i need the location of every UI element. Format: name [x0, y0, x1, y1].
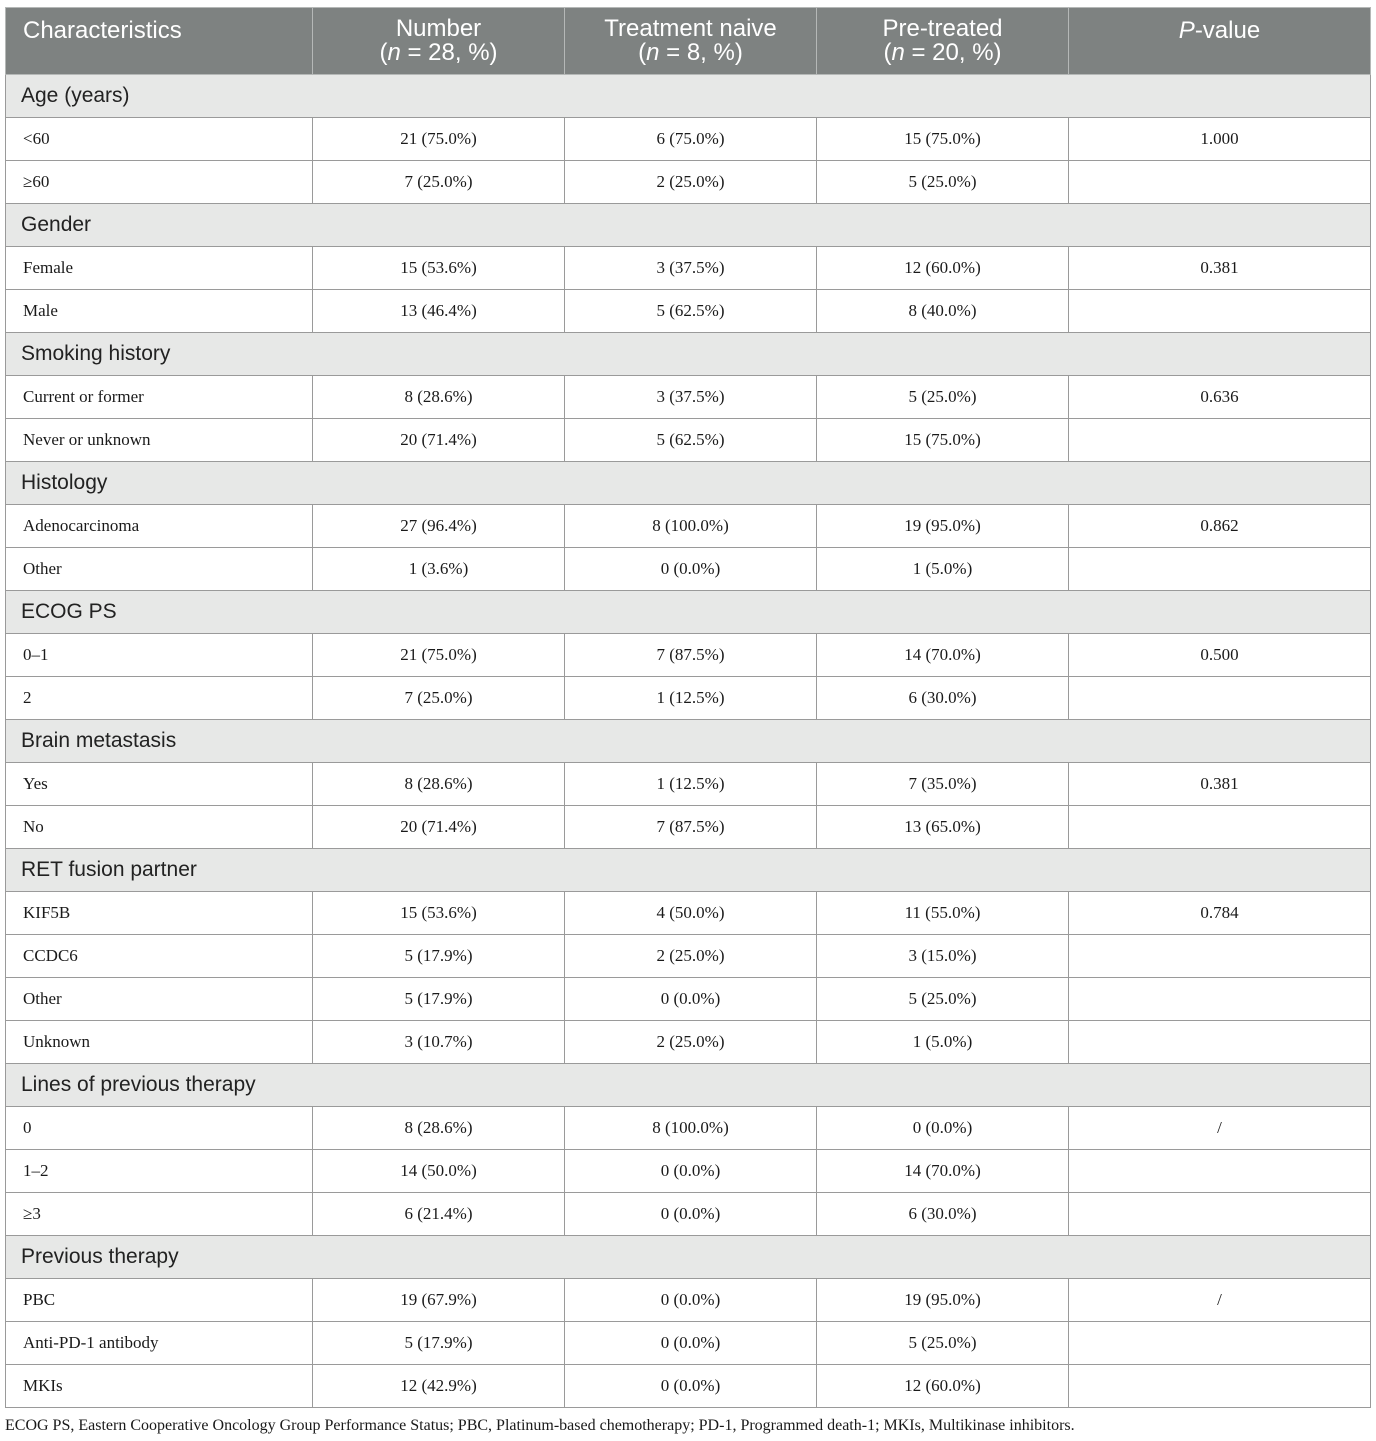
cell-number: 7 (25.0%) — [313, 677, 565, 720]
cell-number: 5 (17.9%) — [313, 978, 565, 1021]
header-number — [313, 8, 565, 75]
cell-label: Never or unknown — [6, 419, 313, 462]
section-title: ECOG PS — [6, 591, 1371, 634]
cell-pretreated: 5 (25.0%) — [817, 376, 1069, 419]
cell-pvalue: 0.381 — [1069, 763, 1371, 806]
cell-pvalue: 0.381 — [1069, 247, 1371, 290]
section-row — [6, 720, 1371, 763]
cell-pretreated: 0 (0.0%) — [817, 1107, 1069, 1150]
cell-label: KIF5B — [6, 892, 313, 935]
cell-number: 21 (75.0%) — [313, 634, 565, 677]
cell-pretreated: 5 (25.0%) — [817, 161, 1069, 204]
section-row — [6, 204, 1371, 247]
table-row — [6, 1150, 1371, 1193]
table-row — [6, 677, 1371, 720]
table-row — [6, 978, 1371, 1021]
cell-naive: 4 (50.0%) — [565, 892, 817, 935]
cell-naive: 0 (0.0%) — [565, 1150, 817, 1193]
cell-label: <60 — [6, 118, 313, 161]
cell-number: 1 (3.6%) — [313, 548, 565, 591]
cell-pvalue — [1069, 935, 1371, 978]
cell-pvalue — [1069, 419, 1371, 462]
cell-pvalue — [1069, 1021, 1371, 1064]
section-row — [6, 1236, 1371, 1279]
header-pre-treated — [817, 8, 1069, 75]
cell-pvalue — [1069, 1322, 1371, 1365]
cell-label: 0–1 — [6, 634, 313, 677]
cell-pvalue — [1069, 806, 1371, 849]
cell-naive: 5 (62.5%) — [565, 419, 817, 462]
cell-label: CCDC6 — [6, 935, 313, 978]
cell-label: Male — [6, 290, 313, 333]
cell-pretreated: 6 (30.0%) — [817, 1193, 1069, 1236]
table-row — [6, 806, 1371, 849]
table-row — [6, 1107, 1371, 1150]
cell-pvalue — [1069, 548, 1371, 591]
cell-naive: 0 (0.0%) — [565, 548, 817, 591]
cell-number: 21 (75.0%) — [313, 118, 565, 161]
cell-pretreated: 15 (75.0%) — [817, 118, 1069, 161]
cell-pretreated: 5 (25.0%) — [817, 1322, 1069, 1365]
cell-pretreated: 3 (15.0%) — [817, 935, 1069, 978]
cell-label: Unknown — [6, 1021, 313, 1064]
cell-number: 15 (53.6%) — [313, 247, 565, 290]
header-treatment-naive — [565, 8, 817, 75]
header-number-label: Number — [395, 15, 482, 42]
cell-pvalue — [1069, 978, 1371, 1021]
cell-pvalue: 0.636 — [1069, 376, 1371, 419]
cell-pretreated: 8 (40.0%) — [817, 290, 1069, 333]
section-title: Gender — [6, 204, 1371, 247]
cell-naive: 2 (25.0%) — [565, 1021, 817, 1064]
section-row — [6, 462, 1371, 505]
cell-pretreated: 5 (25.0%) — [817, 978, 1069, 1021]
cell-naive: 2 (25.0%) — [565, 935, 817, 978]
cell-label: 0 — [6, 1107, 313, 1150]
cell-number: 20 (71.4%) — [313, 806, 565, 849]
cell-naive: 3 (37.5%) — [565, 247, 817, 290]
section-title: Previous therapy — [6, 1236, 1371, 1279]
header-p-value: P-value — [1069, 8, 1371, 75]
cell-label: Adenocarcinoma — [6, 505, 313, 548]
cell-pretreated: 1 (5.0%) — [817, 1021, 1069, 1064]
cell-label: Female — [6, 247, 313, 290]
characteristics-table — [5, 7, 1371, 1408]
cell-pretreated: 14 (70.0%) — [817, 1150, 1069, 1193]
cell-pvalue — [1069, 161, 1371, 204]
table-row — [6, 935, 1371, 978]
cell-pvalue: / — [1069, 1107, 1371, 1150]
cell-pvalue — [1069, 677, 1371, 720]
cell-label: 1–2 — [6, 1150, 313, 1193]
cell-pvalue: 0.500 — [1069, 634, 1371, 677]
cell-pvalue — [1069, 1365, 1371, 1408]
cell-naive: 0 (0.0%) — [565, 1193, 817, 1236]
cell-number: 8 (28.6%) — [313, 1107, 565, 1150]
table-row — [6, 763, 1371, 806]
cell-label: Anti-PD-1 antibody — [6, 1322, 313, 1365]
section-title: Lines of previous therapy — [6, 1064, 1371, 1107]
cell-naive: 0 (0.0%) — [565, 978, 817, 1021]
cell-naive: 7 (87.5%) — [565, 806, 817, 849]
cell-label: No — [6, 806, 313, 849]
header-pretreated-label: Pre-treated — [882, 15, 1003, 42]
cell-number: 12 (42.9%) — [313, 1365, 565, 1408]
cell-number: 7 (25.0%) — [313, 161, 565, 204]
cell-pretreated: 12 (60.0%) — [817, 1365, 1069, 1408]
section-title: RET fusion partner — [6, 849, 1371, 892]
cell-number: 6 (21.4%) — [313, 1193, 565, 1236]
cell-pvalue: 0.784 — [1069, 892, 1371, 935]
cell-pvalue — [1069, 1193, 1371, 1236]
table-row — [6, 1021, 1371, 1064]
cell-number: 8 (28.6%) — [313, 376, 565, 419]
cell-label: 2 — [6, 677, 313, 720]
table-row — [6, 1193, 1371, 1236]
section-row — [6, 75, 1371, 118]
cell-number: 20 (71.4%) — [313, 419, 565, 462]
cell-pretreated: 14 (70.0%) — [817, 634, 1069, 677]
cell-naive: 1 (12.5%) — [565, 677, 817, 720]
cell-label: ≥3 — [6, 1193, 313, 1236]
table-row — [6, 548, 1371, 591]
cell-label: Other — [6, 548, 313, 591]
section-title: Age (years) — [6, 75, 1371, 118]
cell-naive: 8 (100.0%) — [565, 505, 817, 548]
cell-number: 27 (96.4%) — [313, 505, 565, 548]
cell-number: 19 (67.9%) — [313, 1279, 565, 1322]
table-row — [6, 376, 1371, 419]
table-row — [6, 1322, 1371, 1365]
table-row — [6, 419, 1371, 462]
cell-label: Other — [6, 978, 313, 1021]
section-title: Smoking history — [6, 333, 1371, 376]
section-row — [6, 1064, 1371, 1107]
section-row — [6, 333, 1371, 376]
table-row — [6, 247, 1371, 290]
cell-label: Current or former — [6, 376, 313, 419]
section-row — [6, 591, 1371, 634]
cell-pretreated: 7 (35.0%) — [817, 763, 1069, 806]
cell-pretreated: 12 (60.0%) — [817, 247, 1069, 290]
header-naive-n: (n = 8, %) — [638, 39, 743, 66]
cell-number: 5 (17.9%) — [313, 1322, 565, 1365]
table-body — [6, 75, 1371, 1408]
cell-pvalue: 1.000 — [1069, 118, 1371, 161]
cell-pretreated: 1 (5.0%) — [817, 548, 1069, 591]
cell-naive: 0 (0.0%) — [565, 1322, 817, 1365]
cell-pretreated: 19 (95.0%) — [817, 1279, 1069, 1322]
table-row — [6, 634, 1371, 677]
cell-label: Yes — [6, 763, 313, 806]
cell-label: ≥60 — [6, 161, 313, 204]
cell-naive: 1 (12.5%) — [565, 763, 817, 806]
cell-pvalue — [1069, 1150, 1371, 1193]
table-row — [6, 892, 1371, 935]
table-footnote: ECOG PS, Eastern Cooperative Oncology Group Performance Status; PBC, Platinum-based chemotherapy; PD-1, Programmed death-1; MKIs, Multikinase inhibitors. — [5, 1417, 1075, 1434]
cell-naive: 0 (0.0%) — [565, 1279, 817, 1322]
header-naive-label: Treatment naive — [604, 15, 777, 42]
cell-pvalue — [1069, 290, 1371, 333]
cell-pretreated: 15 (75.0%) — [817, 419, 1069, 462]
table-row — [6, 505, 1371, 548]
cell-naive: 8 (100.0%) — [565, 1107, 817, 1150]
header-number-n: (n = 28, %) — [379, 39, 498, 66]
cell-label: PBC — [6, 1279, 313, 1322]
cell-naive: 3 (37.5%) — [565, 376, 817, 419]
table-row — [6, 118, 1371, 161]
table-row — [6, 161, 1371, 204]
cell-naive: 5 (62.5%) — [565, 290, 817, 333]
cell-naive: 7 (87.5%) — [565, 634, 817, 677]
section-title: Brain metastasis — [6, 720, 1371, 763]
cell-naive: 2 (25.0%) — [565, 161, 817, 204]
cell-naive: 6 (75.0%) — [565, 118, 817, 161]
cell-pretreated: 11 (55.0%) — [817, 892, 1069, 935]
cell-pretreated: 6 (30.0%) — [817, 677, 1069, 720]
header-pretreated-n: (n = 20, %) — [883, 39, 1002, 66]
cell-naive: 0 (0.0%) — [565, 1365, 817, 1408]
cell-number: 3 (10.7%) — [313, 1021, 565, 1064]
header-characteristics: Characteristics — [6, 8, 313, 75]
cell-number: 14 (50.0%) — [313, 1150, 565, 1193]
table-row — [6, 290, 1371, 333]
cell-pretreated: 13 (65.0%) — [817, 806, 1069, 849]
cell-label: MKIs — [6, 1365, 313, 1408]
section-row — [6, 849, 1371, 892]
table-header — [6, 8, 1371, 75]
cell-number: 8 (28.6%) — [313, 763, 565, 806]
cell-pretreated: 19 (95.0%) — [817, 505, 1069, 548]
table-row — [6, 1365, 1371, 1408]
cell-number: 5 (17.9%) — [313, 935, 565, 978]
cell-number: 13 (46.4%) — [313, 290, 565, 333]
cell-pvalue: / — [1069, 1279, 1371, 1322]
cell-number: 15 (53.6%) — [313, 892, 565, 935]
section-title: Histology — [6, 462, 1371, 505]
cell-pvalue: 0.862 — [1069, 505, 1371, 548]
table-row — [6, 1279, 1371, 1322]
